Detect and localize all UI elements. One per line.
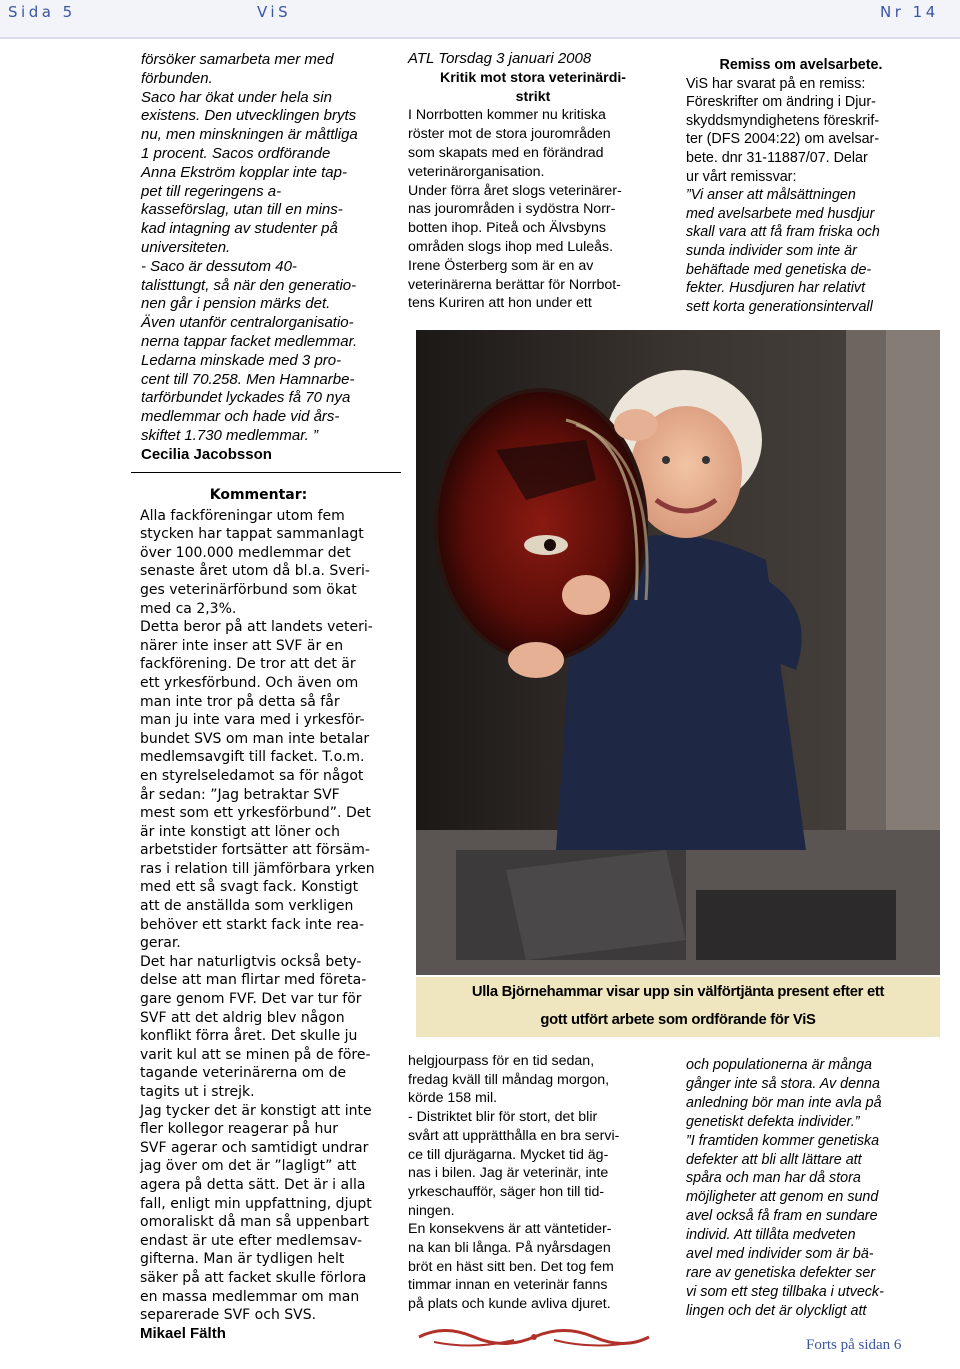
text-line: ”Vi anser att målsättningen [686,187,856,204]
text-line: 1 procent. Sacos ordförande [141,144,331,162]
text-line: kad intagning av studenter på [141,220,338,238]
text-line: medlemmar och hade vid års- [141,408,340,426]
text-line: sett korta generationsintervall [686,298,873,315]
author-mikael: Mikael Fälth [140,1324,226,1342]
text-line: nas i bilen. Jag är veterinär, inte [408,1165,609,1182]
text-line: gerar. [140,935,181,952]
page-number: Sida 5 [8,3,76,21]
text-line: lingen och det är olyckligt att [686,1302,867,1319]
text-line: kasseförslag, utan till en mins- [141,201,343,219]
text-line: avel också få fram en sundare [686,1208,878,1225]
text-line: ras i relation till jämförbara yrken [140,860,375,877]
text-line: ningen. [408,1202,455,1219]
text-line: En konsekvens är att väntetider- [408,1221,612,1238]
text-line: ett yrkesförbund. Och även om [140,674,359,691]
text-line: stycken har tappat sammanlagt [140,526,364,543]
text-line: I Norrbotten kommer nu kritiska [408,107,606,124]
text-line: veterinärorganisation. [408,163,545,180]
issue-number: Nr 14 [880,3,939,21]
article-headline: Kritik mot stora veterinärdi- [439,69,627,86]
text-line: agera på detta sätt. Det är i alla [140,1176,366,1193]
text-line: nu, men minskningen är måttliga [141,126,358,144]
text-line: över 100.000 medlemmar det [140,544,351,561]
text-line: är inte konstigt att löner och [140,823,340,840]
text-line: med ca 2,3%. [140,600,237,617]
text-line: med avelsarbete med husdjur [686,205,875,222]
text-line: skyddsmyndighetens föreskrif- [686,112,880,129]
text-line: spåra och man har då stora [686,1170,861,1187]
text-line: nen går i pension märks det. [141,295,331,313]
text-line: en styrelseledamot sa för något [140,767,364,784]
text-line: tarförbundet lyckades få 70 nya [141,389,351,407]
text-line: ce till djurägarna. Mycket tid äg- [408,1146,609,1163]
text-line: ”I framtiden kommer genetiska [686,1132,880,1149]
text-line: röster mot de stora jourområden [408,126,611,143]
continued-link[interactable]: Forts på sidan 6 [806,1337,902,1353]
article-norrbotten-cont [408,1052,658,1314]
text-line: individ. Att tillåta medveten [686,1227,856,1244]
text-line: körde 158 mil. [408,1090,498,1107]
text-line: separerade SVF och SVS. [140,1307,317,1324]
text-line: som skapats med en förändrad [408,144,604,161]
text-line: man ju inte vara med i yrkesför- [140,712,365,729]
text-line: år sedan: ”Jag betraktar SVF [140,786,340,803]
text-line: närer inte inser att SVF är en [140,637,344,654]
caption-line: gott utfört arbete som ordförande för ViS [540,1012,816,1028]
text-line: rare av genetiska defekter ser [686,1264,876,1281]
text-line: fall, enligt min uppfattning, djupt [140,1195,372,1212]
text-line: medlemsavgift till facket. T.o.m. [140,749,365,766]
text-line: Det har naturligtvis också bety- [140,953,362,970]
text-line: förbunden. [141,69,213,87]
text-line: talisttungt, så när den generatio- [141,276,357,294]
text-line: existens. Den utvecklingen bryts [141,107,357,125]
text-line: fredag kväll till måndag morgon, [408,1071,610,1088]
text-line: genetiskt defekta individer.” [686,1113,860,1130]
text-line: gare genom FVF. Det var tur för [140,991,362,1008]
text-line: anledning bör man inte avla på [686,1094,882,1111]
text-line: Ledarna minskade med 3 pro- [141,351,342,369]
text-line: nerna tappar facket medlemmar. [141,332,358,350]
woman-holding-glass-plate-photo [416,330,940,975]
text-line: bröt en häst sitt ben. Det tog fem [408,1258,614,1275]
text-line: pet till regeringens a- [141,182,282,200]
text-line: veterinärerna berättar för Norrbot- [408,276,621,293]
text-line: nas jourområden i sydöstra Norr- [408,201,616,218]
text-line: fackförening. De tror att det är [140,656,356,673]
text-line: botten ihop. Piteå och Älvsbyns [408,220,606,237]
article-headline-cont: strikt [515,88,551,105]
text-line: ter (DFS 2004:22) om avelsar- [686,131,880,148]
text-line: fler kollegor reagerar på hur [140,1121,338,1138]
photo-illustration [416,330,940,975]
text-line: skiftet 1.730 medlemmar. ” [141,426,319,444]
text-line: cent till 70.258. Men Hamnarbe- [141,370,355,388]
text-line: Irene Österberg som är en av [408,257,594,274]
text-line: och populationerna är många [686,1057,872,1073]
text-line: att de anställda som verkligen [140,898,354,915]
text-line: na kan bli långa. På nyårsdagen [408,1240,611,1257]
text-line: försöker samarbeta mer med [141,51,334,68]
text-line: delse att man flirtar med företa- [140,972,367,989]
article-norrbotten [408,50,658,313]
flourish-ornament-icon [414,1322,654,1352]
text-line: Föreskrifter om ändring i Djur- [686,94,876,111]
text-line: Alla fackföreningar utom fem [140,507,345,524]
text-line: på plats och kunde avliva djuret. [408,1296,611,1313]
page-header [0,0,960,38]
text-line: möjligheter att genom en sund [686,1189,879,1206]
text-line: gifterna. Man är tydligen helt [140,1251,345,1268]
text-line: fekter. Husdjuren har relativt [686,280,866,297]
text-line: Under förra året slogs veterinärer- [408,182,622,199]
text-line: arbetstider fortsätter att försäm- [140,842,370,859]
text-line: universiteten. [141,238,231,256]
text-line: ViS har svarat på en remiss: [686,75,866,92]
text-line: säker på att facket skulle förlora [140,1269,367,1286]
text-line: skall vara att få fram friska och [686,224,880,241]
divider [131,472,401,473]
author-cecilia: Cecilia Jacobsson [141,445,272,463]
commentary [140,486,377,1343]
text-line: man inte tror på detta så får [140,693,340,710]
text-line: mest som ett yrkesförbund”. Det [140,805,371,822]
text-line: vi som ett steg tillbaka i utveck- [686,1283,884,1300]
text-line: varit kul att se minen på de före- [140,1046,371,1063]
text-line: tagande veterinärerna om de [140,1065,347,1082]
text-line: gånger inte så stora. Av denna [686,1075,880,1092]
text-line: Även utanför centralorganisatio- [141,314,354,332]
text-line: behöver ett starkt fack inte rea- [140,916,365,933]
text-line: yrkeschaufför, säger hon till tid- [408,1183,605,1200]
text-line: tens Kuriren att hon under ett [408,295,592,312]
text-line: Jag tycker det är konstigt att inte [140,1102,372,1119]
text-line: Anna Ekström kopplar inte tap- [141,163,347,181]
text-line: endast är ute efter medlemsav- [140,1232,363,1249]
text-line: ur vårt remissvar: [686,168,797,185]
photo-caption [416,977,940,1037]
remiss-section-cont [686,1056,916,1321]
text-line: avel med individer som är bä- [686,1246,874,1263]
text-line: en massa medlemmar om man [140,1288,360,1305]
article-saco [141,51,403,465]
article-source: ATL Torsdag 3 januari 2008 [408,50,592,67]
text-line: sunda individer som inte är [686,242,857,259]
text-line: områden slogs ihop med Luleås. [408,238,614,255]
text-line: timmar innan en veterinär fanns [408,1277,608,1294]
commentary-heading: Kommentar: [209,487,308,503]
text-line: jag över om det är ”lagligt” att [140,1158,357,1175]
header-rule [0,37,960,39]
text-line: Saco har ökat under hela sin [141,88,332,106]
caption-line: Ulla Björnehammar visar upp sin välförtjänta present efter ett [471,984,885,1000]
text-line: - Saco är dessutom 40- [141,257,297,275]
text-line: svårt att upprätthålla en bra servi- [408,1127,620,1144]
text-line: defekter att bli allt lättare att [686,1151,862,1168]
text-line: konflikt förra året. Det skulle ju [140,1028,358,1045]
text-line: bundet SVS om man inte betalar [140,730,370,747]
text-line: omoraliskt då man så uppenbart [140,1214,369,1231]
remiss-section [686,56,916,316]
text-line: bete. dnr 31-11887/07. Delar [686,149,868,166]
publication-name: ViS [257,3,292,21]
text-line: - Distriktet blir för stort, det blir [408,1109,598,1126]
text-line: Detta beror på att landets veteri- [140,619,373,636]
text-line: ges veterinärförbund som ökat [140,581,357,598]
text-line: behäftade med genetiska de- [686,261,872,278]
text-line: SVF att det aldrig blev någon [140,1009,345,1026]
text-line: SVF agerar och samtidigt undrar [140,1139,369,1156]
text-line: senaste året utom då bl.a. Sveri- [140,563,370,580]
remiss-heading: Remiss om avelsarbete. [719,57,883,73]
text-line: helgjourpass för en tid sedan, [408,1053,595,1069]
text-line: tagits ut i strejk. [140,1084,255,1100]
text-line: med ett så svagt fack. Konstigt [140,879,359,896]
